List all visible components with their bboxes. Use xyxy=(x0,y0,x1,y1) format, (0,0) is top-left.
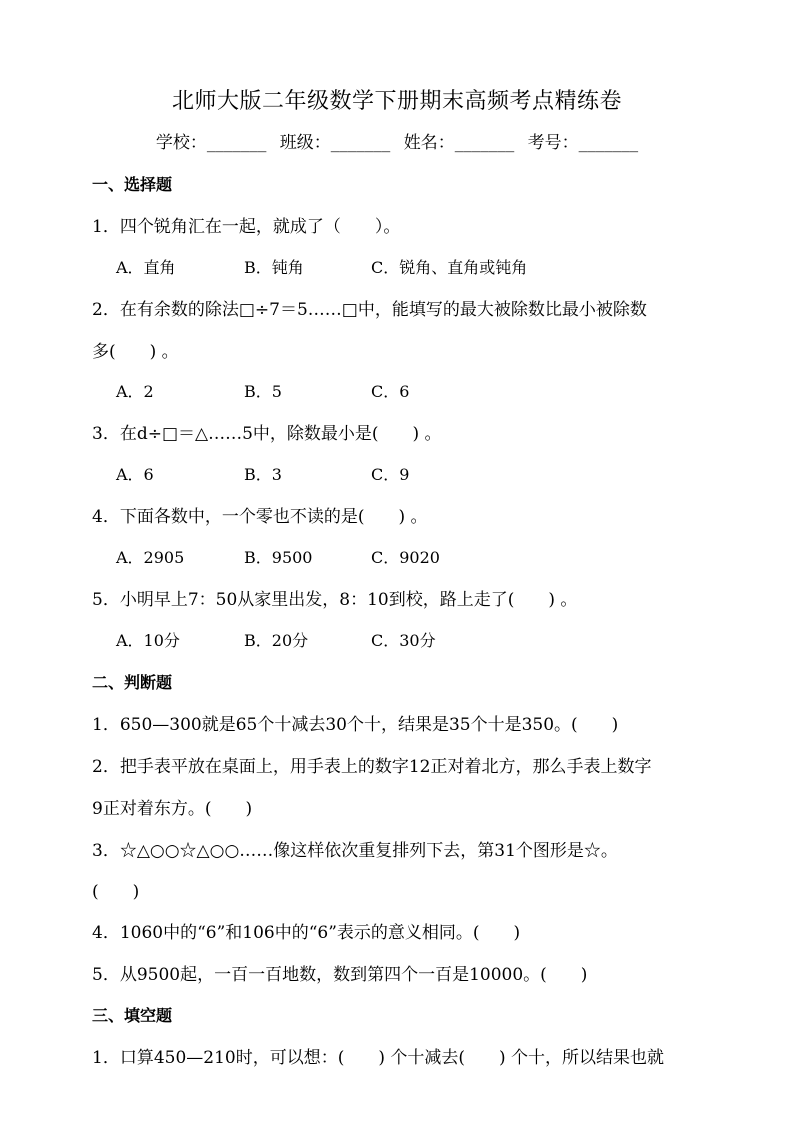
option-c: C．9 xyxy=(371,465,410,484)
choice-question-5: 5．小明早上7：50从家里出发，8：10到校，路上走了( ) 。 xyxy=(92,590,578,610)
option-a: A．10分 xyxy=(116,631,180,650)
option-b: B．5 xyxy=(244,382,282,401)
option-b: B．20分 xyxy=(244,631,309,650)
choice-question-4: 4．下面各数中，一个零也不读的是( ) 。 xyxy=(92,507,428,527)
choice-question-3: 3．在d÷□＝△……5中，除数最小是( ) 。 xyxy=(92,424,442,444)
option-c: C．6 xyxy=(371,382,410,401)
option-b: B．钝角 xyxy=(244,258,304,277)
option-a: A．6 xyxy=(116,465,154,484)
student-info-line xyxy=(0,128,794,153)
choice-question-1: 1．四个锐角汇在一起，就成了（ ）。 xyxy=(92,217,401,237)
option-a: A．直角 xyxy=(116,258,176,277)
class-field: 班级：_______ xyxy=(279,133,391,153)
exam-number-field: 考号：_______ xyxy=(527,133,639,153)
name-field: 姓名：_______ xyxy=(403,133,515,153)
fill-question-1: 1．口算450—210时，可以想：( ) 个十减去( ) 个十，所以结果也就 xyxy=(92,1048,665,1068)
option-b: B．9500 xyxy=(244,548,313,567)
option-a: A．2 xyxy=(116,382,154,401)
choice-question-2-line1: 2．在有余数的除法□÷7＝5……□中，能填写的最大被除数比最小被除数 xyxy=(92,300,647,320)
page-title: 北师大版二年级数学下册期末高频考点精练卷 xyxy=(171,89,622,114)
judgment-question-2-line1: 2．把手表平放在桌面上，用手表上的数字12正对着北方，那么手表上数字 xyxy=(92,757,652,777)
judgment-question-3-line2: ( ) xyxy=(92,882,140,902)
option-c: C．9020 xyxy=(371,548,440,567)
judgment-question-1: 1．650—300就是65个十减去30个十，结果是35个十是350。( ) xyxy=(92,715,619,735)
judgment-question-4: 4．1060中的“6”和106中的“6”表示的意义相同。( ) xyxy=(92,923,521,943)
school-field: 学校：_______ xyxy=(155,133,267,153)
option-a: A．2905 xyxy=(116,548,185,567)
choice-question-2-line2: 多( ) 。 xyxy=(92,342,179,362)
judgment-question-3-line1: 3．☆△○○☆△○○……像这样依次重复排列下去，第31个图形是☆。 xyxy=(92,841,618,861)
option-c: C．30分 xyxy=(371,631,436,650)
option-b: B．3 xyxy=(244,465,282,484)
judgment-question-2-line2: 9正对着东方。( ) xyxy=(92,799,253,819)
section-title-choice: 一、选择题 xyxy=(92,175,173,194)
section-title-fill-blank: 三、填空题 xyxy=(92,1006,173,1025)
option-c: C．锐角、直角或钝角 xyxy=(371,258,528,277)
section-title-judgment: 二、判断题 xyxy=(92,673,173,692)
judgment-question-5: 5．从9500起，一百一百地数，数到第四个一百是10000。( ) xyxy=(92,965,588,985)
